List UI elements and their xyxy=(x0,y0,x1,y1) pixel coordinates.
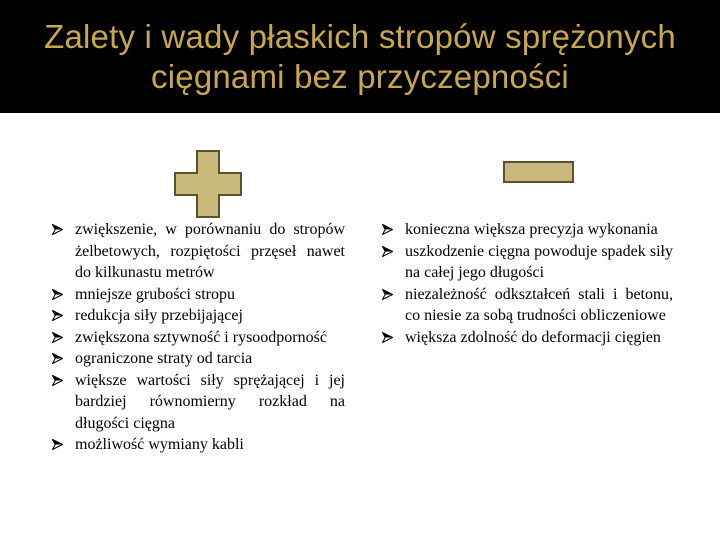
title-band xyxy=(0,0,720,113)
list-item-text: redukcja siły przebijającej xyxy=(75,307,243,324)
disadvantages-list xyxy=(382,219,673,348)
list-item-text: większe wartości siły sprężającej i jej bardziej równomierny rozkład na długości cięgna xyxy=(75,371,345,432)
slide-title-line-1: Zalety i wady płaskich stropów sprężonych xyxy=(44,17,676,55)
arrowhead-bullet-icon xyxy=(52,439,63,450)
list-item-text: mniejsze grubości stropu xyxy=(75,285,235,303)
disadvantage-item xyxy=(382,241,673,284)
arrowhead-bullet-icon xyxy=(382,246,393,257)
disadvantage-item xyxy=(382,284,673,327)
disadvantage-item xyxy=(382,327,673,349)
list-item-text: zwiększenie, w porównaniu do stropów żelbetowych, rozpiętości przęseł nawet do kilkunastu metrów xyxy=(75,221,345,281)
arrowhead-bullet-icon xyxy=(52,289,63,300)
slide-title-line-2: cięgnami bez przyczepności xyxy=(151,57,569,95)
advantage-item xyxy=(52,370,345,435)
list-item-text: uszkodzenie cięgna powoduje spadek siły na całej jego długości xyxy=(405,242,673,281)
arrowhead-bullet-icon xyxy=(52,353,63,364)
advantage-item xyxy=(52,305,345,327)
arrowhead-bullet-icon xyxy=(382,224,393,235)
advantage-item xyxy=(52,348,345,370)
minus-icon xyxy=(503,161,574,183)
arrowhead-bullet-icon xyxy=(52,375,63,386)
arrowhead-bullet-icon xyxy=(52,332,63,343)
arrowhead-bullet-icon xyxy=(382,289,393,300)
plus-icon xyxy=(174,150,242,218)
list-item-text: ograniczone straty od tarcia xyxy=(75,350,253,367)
list-item-text: niezależność odkształceń stali i betonu, co niesie za sobą trudności obliczeniowe xyxy=(405,285,673,324)
disadvantages-column xyxy=(382,219,673,348)
advantage-item xyxy=(52,327,345,349)
advantage-item xyxy=(52,219,345,284)
arrowhead-bullet-icon xyxy=(382,332,393,343)
advantages-list xyxy=(52,219,345,456)
list-item-text: możliwość wymiany kabli xyxy=(75,436,244,453)
list-item-text: zwiększona sztywność i rysoodporność xyxy=(75,328,327,346)
list-item-text: konieczna większa precyzja wykonania xyxy=(405,221,658,238)
advantage-item xyxy=(52,434,345,456)
advantage-item xyxy=(52,284,345,306)
arrowhead-bullet-icon xyxy=(52,310,63,321)
advantages-column xyxy=(52,219,345,456)
disadvantage-item xyxy=(382,219,673,241)
list-item-text: większa zdolność do deformacji cięgien xyxy=(405,328,661,346)
arrowhead-bullet-icon xyxy=(52,224,63,235)
